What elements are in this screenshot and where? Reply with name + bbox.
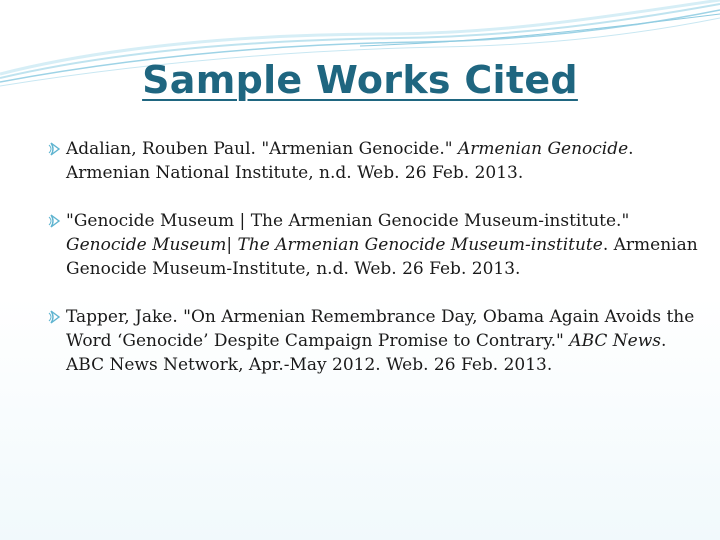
works-cited-list — [48, 137, 698, 401]
citation-source-title: Genocide Museum| The Armenian Genocide Museum-institute — [66, 235, 603, 255]
citation-text: "Genocide Museum | The Armenian Genocide Museum-institute." — [66, 211, 630, 231]
citation-entry — [48, 305, 698, 377]
citation-text: Adalian, Rouben Paul. "Armenian Genocide." — [66, 139, 458, 159]
citation-source-title: Armenian Genocide — [457, 139, 629, 159]
citation-text: . Armenian National Institute, n.d. Web. 26 Feb. 2013. — [66, 139, 634, 183]
citation-text: . ABC News Network, Apr.-May 2012. Web. 26 Feb. 2013. — [66, 331, 667, 375]
citation-text: Tapper, Jake. "On Armenian Remembrance Day, Obama Again Avoids the Word ‘Genocide’ Despite Campaign Promise to Contrary." — [66, 307, 695, 351]
bullet-icon — [48, 142, 62, 156]
bullet-icon — [48, 310, 62, 324]
citation-text: . Armenian Genocide Museum-Institute, n.d. Web. 26 Feb. 2013. — [66, 235, 698, 279]
citation-entry — [48, 209, 698, 281]
citation-source-title: ABC News — [569, 331, 662, 351]
slide-title: Sample Works Cited — [142, 58, 578, 102]
citation-entry — [48, 137, 698, 185]
bullet-icon — [48, 214, 62, 228]
